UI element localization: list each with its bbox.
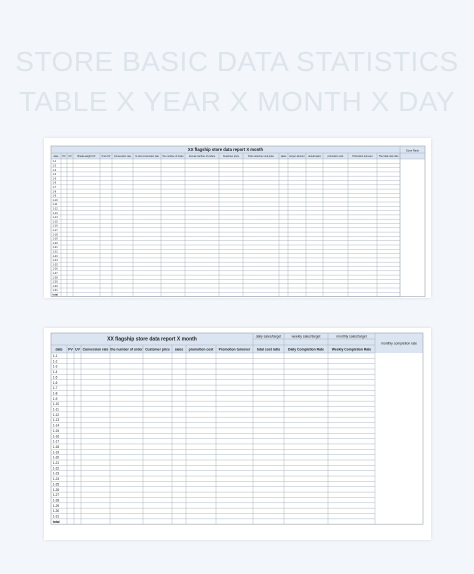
page-title-line-1: STORE BASIC DATA STATISTICS: [15, 46, 459, 77]
row-date-label: 1-29: [52, 280, 58, 284]
table-2-grid: [44, 328, 431, 540]
row-date-label: 1-21: [52, 246, 58, 250]
column-header: Customer price: [145, 347, 170, 352]
row-date-label: 1-5: [52, 177, 57, 181]
table-2-border: [51, 333, 423, 524]
table-1-grid: [44, 138, 431, 298]
row-date-label: 1-13: [52, 211, 58, 215]
column-header: lanyer amount: [289, 155, 305, 158]
row-date-label: 1-16: [52, 224, 58, 228]
target-header: weekly sales/target: [291, 334, 321, 339]
column-header: date: [55, 347, 63, 352]
row-date-label: 1-15: [52, 428, 60, 433]
row-date-label: 1-30: [52, 284, 58, 288]
column-header: promotion cost: [188, 347, 214, 352]
column-header: Post-customer unit price: [248, 155, 274, 158]
column-header: Break-weight UV: [77, 155, 96, 158]
row-date-label: 1-17: [52, 229, 58, 232]
column-header: actual sales: [308, 155, 321, 158]
row-date-label: 1-11: [52, 203, 58, 207]
row-date-label: 1-22: [52, 250, 58, 254]
row-date-label: 1-27: [52, 272, 58, 275]
row-date-label: 1-9: [52, 194, 57, 198]
target-header: monthly sales/target: [336, 334, 367, 339]
total-label: total: [52, 293, 58, 297]
row-date-label: 1-6: [52, 181, 57, 185]
row-date-label: 1-6: [52, 380, 58, 385]
row-date-label: 1-28: [52, 276, 58, 280]
row-date-label: 1-1: [52, 160, 57, 164]
row-date-label: 1-19: [52, 450, 60, 455]
column-header: PV: [62, 155, 66, 158]
row-date-label: 1-7: [52, 386, 58, 391]
flagship-report-table-1: [44, 138, 431, 298]
column-header: PV: [68, 347, 73, 352]
table-2-title: XX flagship store data report X month: [107, 336, 197, 343]
column-header: Weekly Completion Rate: [331, 347, 372, 352]
row-date-label: 1-10: [52, 402, 60, 407]
column-header: Conversion rate: [114, 155, 131, 158]
row-date-label: 1-24: [52, 477, 60, 482]
row-date-label: 1-12: [52, 207, 58, 211]
row-date-label: 1-9: [52, 396, 58, 401]
column-header: Annual number of orders: [188, 155, 216, 158]
row-date-label: 1-30: [52, 509, 60, 514]
row-date-label: 1-31: [52, 289, 58, 293]
row-date-label: 1-18: [52, 444, 60, 449]
row-date-label: 1-8: [52, 190, 57, 194]
row-date-label: 1-25: [52, 263, 58, 267]
row-date-label: 1-13: [52, 418, 60, 423]
column-header: UV: [75, 347, 80, 352]
column-header: Customer price: [222, 155, 240, 158]
row-date-label: 1-2: [52, 359, 58, 364]
total-label: total: [52, 519, 60, 524]
column-header: In-row conversion rate: [135, 155, 159, 158]
row-date-label: 1-14: [52, 423, 60, 428]
column-header: total cost ratio: [256, 347, 281, 352]
row-date-label: 1-3: [52, 364, 58, 369]
row-date-label: 1-4: [52, 173, 57, 177]
row-date-label: 1-10: [52, 198, 58, 202]
flagship-report-table-2: [44, 328, 431, 540]
table-1-side-header: Store Rank: [406, 149, 419, 153]
column-header: Fruit UV: [101, 155, 111, 158]
column-header: The total cost ratio: [378, 155, 399, 158]
row-date-label: 1-15: [52, 220, 58, 224]
row-date-label: 1-31: [52, 514, 60, 519]
row-date-label: 1-20: [52, 241, 58, 245]
table-1-title: XX flagship store data report X month: [187, 147, 264, 152]
row-date-label: 1-12: [52, 412, 60, 417]
row-date-label: 1-23: [52, 254, 58, 258]
row-date-label: 1-26: [52, 267, 58, 271]
row-date-label: 1-27: [52, 493, 60, 498]
row-date-label: 1-11: [52, 407, 59, 412]
row-date-label: 1-7: [52, 186, 57, 189]
page-title-line-2: TABLE X YEAR X MONTH X DAY: [18, 86, 456, 117]
row-date-label: 1-5: [52, 375, 58, 380]
row-date-label: 1-28: [52, 498, 60, 503]
column-header: Promotion turnover: [352, 155, 373, 158]
row-date-label: 1-16: [52, 434, 60, 439]
column-header: Conversion rate: [82, 347, 109, 352]
row-date-label: 1-26: [52, 487, 60, 492]
row-date-label: 1-29: [52, 503, 60, 508]
row-date-label: 1-23: [52, 471, 60, 476]
column-header: date: [53, 155, 59, 158]
column-header: promotion cost: [327, 155, 344, 158]
row-date-label: 1-17: [52, 439, 60, 444]
row-date-label: 1-21: [52, 461, 60, 465]
column-header: sales: [174, 347, 184, 352]
row-date-label: 1-19: [52, 237, 58, 241]
column-header: sales: [280, 155, 287, 158]
table-1-border: [51, 146, 425, 297]
column-header: Daily Completion Rate: [288, 347, 324, 352]
row-date-label: 1-24: [52, 259, 58, 263]
row-date-label: 1-20: [52, 455, 60, 460]
row-date-label: 1-2: [52, 164, 57, 168]
column-header: UV: [68, 155, 72, 158]
table-2-side-header: monthly completion rate: [381, 341, 417, 346]
row-date-label: 1-22: [52, 466, 60, 471]
row-date-label: 1-18: [52, 233, 58, 237]
row-date-label: 1-4: [52, 370, 58, 375]
column-header: the number of order: [162, 155, 184, 158]
row-date-label: 1-8: [52, 391, 58, 396]
column-header: Promotion turnover: [218, 347, 251, 352]
row-date-label: 1-25: [52, 482, 60, 487]
row-date-label: 1-14: [52, 216, 58, 220]
column-header: the number of order: [110, 347, 143, 352]
row-date-label: 1-3: [52, 168, 57, 172]
target-header: daily sales/target: [255, 334, 282, 339]
row-date-label: 1-1: [52, 354, 58, 358]
